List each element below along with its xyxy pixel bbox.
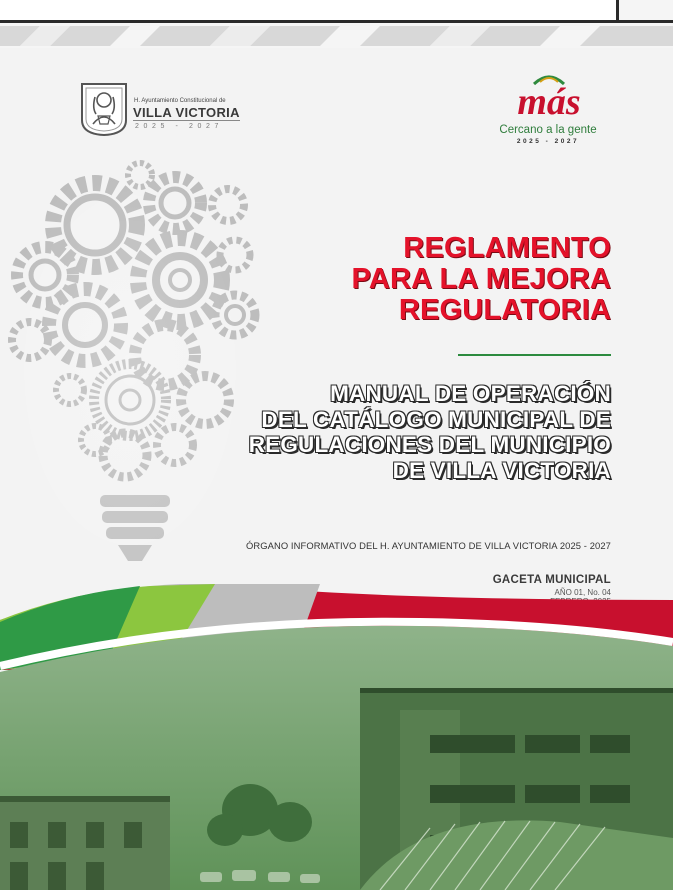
organ-statement: ÓRGANO INFORMATIVO DEL H. AYUNTAMIENTO DE VILLA VICTORIA 2025 - 2027 [245, 540, 611, 551]
gazette-issue: AÑO 01, No. 04 [554, 588, 611, 597]
municipal-seal-icon [78, 80, 130, 136]
main-title [251, 233, 611, 326]
gazette-title: GACETA MUNICIPAL [492, 574, 611, 586]
main-title-line: PARA LA MEJORA [351, 263, 611, 295]
municipal-logo-caption: H. Ayuntamiento Constitucional de [134, 98, 226, 104]
title-divider [458, 354, 611, 356]
municipal-logo-years: 2025 - 2027 [135, 123, 223, 130]
subtitle-line: DE VILLA VICTORIA [392, 457, 611, 483]
building-photo-section [0, 560, 673, 890]
mas-wordmark-icon [504, 70, 594, 126]
campaign-years: 2025 - 2027 [516, 138, 580, 145]
campaign-tagline: Cercano a la gente [499, 124, 597, 136]
subtitle-line: REGULACIONES DEL MUNICIPIO [248, 432, 611, 457]
svg-text:más: más [517, 81, 581, 123]
subtitle-line: DEL CATÁLOGO MUNICIPAL DE [261, 406, 611, 432]
gears-lightbulb-illustration [0, 155, 260, 585]
municipal-logo [78, 80, 258, 140]
subtitle-line: MANUAL DE OPERACIÓN [330, 381, 611, 406]
subtitle [171, 381, 611, 483]
municipal-logo-name: VILLA VICTORIA [133, 105, 240, 120]
main-title-line: REGULATORIA [398, 294, 611, 326]
top-decorative-band [0, 0, 673, 48]
campaign-logo [484, 68, 614, 148]
main-title-line: REGLAMENTO [403, 232, 611, 264]
